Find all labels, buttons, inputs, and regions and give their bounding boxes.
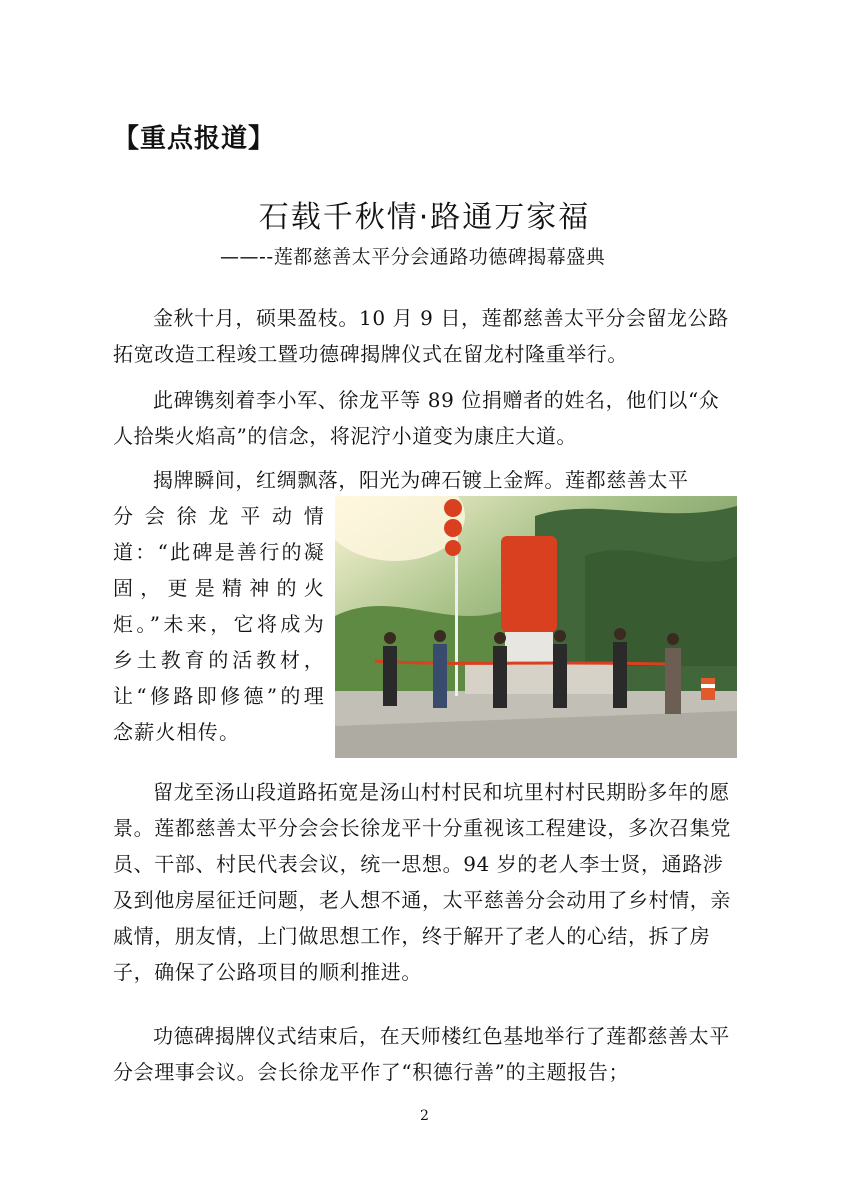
paragraph-3-wrapped: 分会徐龙平动情道：“此碑是善行的凝固，更是精神的火炬。”未来，它将成为乡土教育的活教材，让“修路即修德”的理念薪火相传。 [113, 504, 325, 744]
paragraph-3-lead: 揭牌瞬间，红绸飘落，阳光为碑石镀上金辉。莲都慈善太平 [153, 468, 689, 492]
page-number: 2 [420, 1108, 429, 1124]
article-subtitle: ——--莲都慈善太平分会通路功德碑揭幕盛典 [220, 246, 606, 268]
ceremony-photo-illustration [335, 496, 737, 758]
paragraph-2: 此碑镌刻着李小军、徐龙平等 89 位捐赠者的姓名，他们以“众人拾柴火焰高”的信念，将泥泞小道变为康庄大道。 [113, 388, 720, 448]
paragraph-4: 留龙至汤山段道路拓宽是汤山村村民和坑里村村民期盼多年的愿景。莲都慈善太平分会会长徐龙平十分重视该工程建设，多次召集党员、干部、村民代表会议，统一思想。94 岁的老人李士贤，通路涉及到他房屋征迁问题，老人想不通，太平慈善分会动用了乡村情，亲戚情，朋友情，上门做思想工作，终于解开了老人的心结，拆了房子，确保了公路项目的顺利推进。 [113, 780, 731, 984]
ceremony-photo [335, 496, 737, 758]
section-tag: 【重点报道】 [113, 124, 276, 154]
paragraph-5: 功德碑揭牌仪式结束后，在天师楼红色基地举行了莲都慈善太平分会理事会议。会长徐龙平作了“积德行善”的主题报告； [113, 1024, 730, 1084]
article-title: 石载千秋情·路通万家福 [258, 200, 591, 235]
paragraph-1: 金秋十月，硕果盈枝。10 月 9 日，莲都慈善太平分会留龙公路拓宽改造工程竣工暨功德碑揭牌仪式在留龙村隆重举行。 [113, 306, 729, 366]
